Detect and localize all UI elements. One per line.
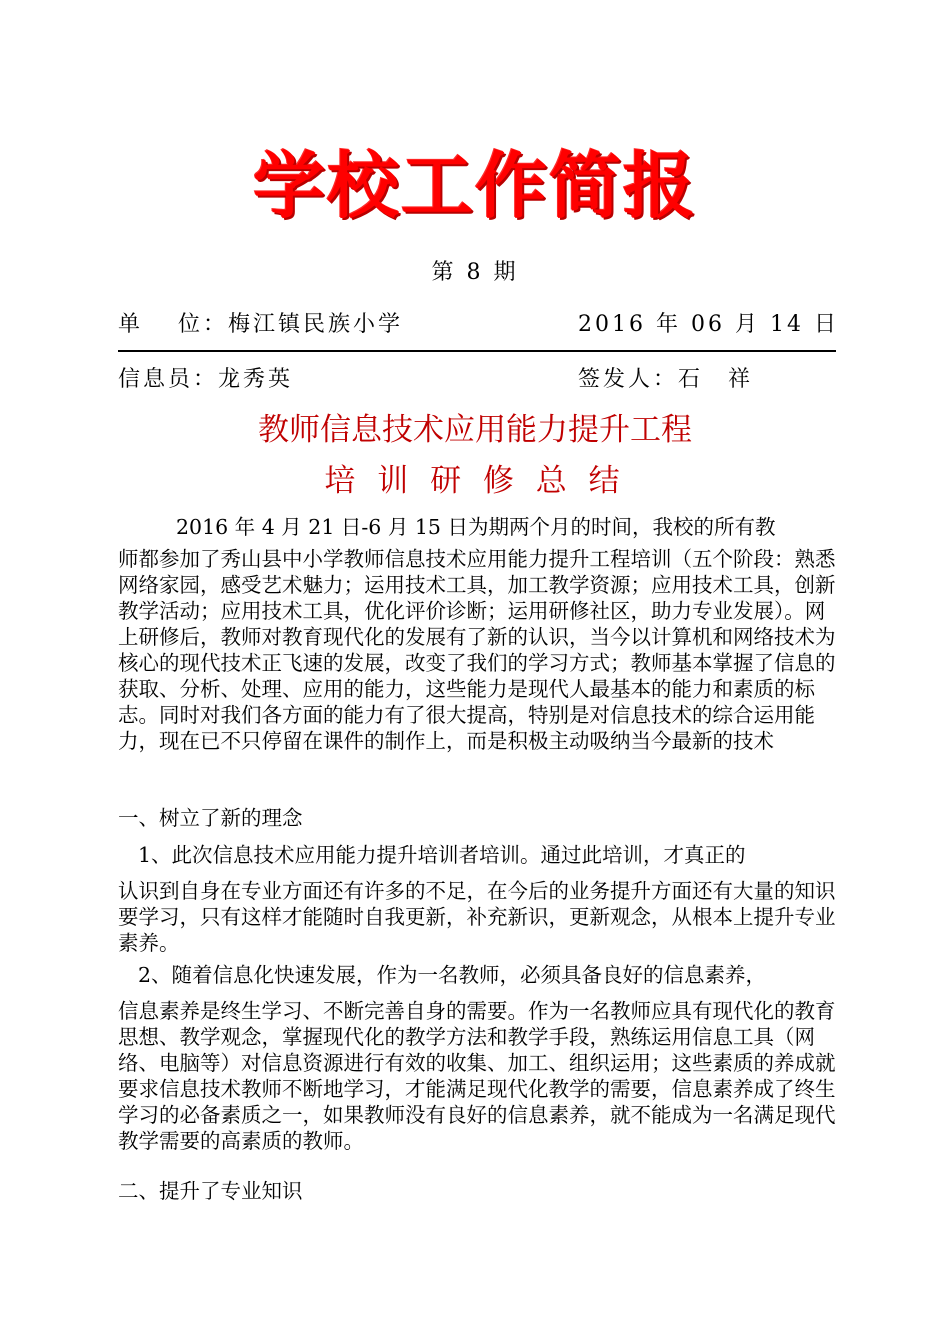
issue-number: 第 8 期 xyxy=(431,260,519,285)
item-1-line-1: 1、此次信息技术应用能力提升培训者培训。通过此培训，才真正的 xyxy=(138,843,746,867)
issuer-label: 签发人：石 祥 xyxy=(578,367,754,392)
section-heading-2: 二、提升了专业知识 xyxy=(118,1179,303,1203)
item-2-line-1: 2、随着信息化快速发展，作为一名教师，必须具备良好的信息素养， xyxy=(138,963,767,987)
article-headline-1: 教师信息技术应用能力提升工程 xyxy=(258,412,692,448)
section-heading-1: 一、树立了新的理念 xyxy=(118,806,303,830)
article-headline-2: 培 训 研 修 总 结 xyxy=(324,463,626,499)
item-2-rest: 信息素养是终生学习、不断完善自身的需要。作为一名教师应具有现代化的教育思想、教学观念，掌握现代化的教学方法和教学手段，熟练运用信息工具（网络、电脑等）对信息资源进行有效的收集、加工、组织运用；这些素质的养成就要求信息技术教师不断地学习，才能满足现代化教学的需要，信息素养成了终生学习的必备素质之一，如果教师没有良好的信息素养，就不能成为一名满足现代教学需要的高素质的教师。 xyxy=(118,999,836,1153)
intro-paragraph xyxy=(118,514,838,754)
reporter-label: 信息员：龙秀英 xyxy=(118,367,294,392)
meta-row-unit xyxy=(118,310,838,340)
item-1-rest: 认识到自身在专业方面还有许多的不足，在今后的业务提升方面还有大量的知识要学习，只有这样才能随时自我更新，补充新识，更新观念，从根本上提升专业素养。 xyxy=(118,879,836,955)
unit-label: 单 位：梅江镇民族小学 xyxy=(118,312,403,337)
masthead-title: 学校工作简报 xyxy=(252,144,697,228)
meta-row-people xyxy=(118,365,838,395)
item-1-paragraph xyxy=(118,842,838,956)
intro-rest: 师都参加了秀山县中小学教师信息技术应用能力提升工程培训（五个阶段：熟悉网络家园，感受艺术魅力；运用技术工具，加工教学资源；应用技术工具，创新教学活动；应用技术工具，优化评价诊断；运用研修社区，助力专业发展）。网上研修后，教师对教育现代化的发展有了新的认识，当今以计算机和网络技术为核心的现代技术正飞速的发展，改变了我们的学习方式；教师基本掌握了信息的获取、分析、处理、应用的能力，这些能力是现代人最基本的能力和素质的标志。同时对我们各方面的能力有了很大提高，特别是对信息技术的综合运用能力，现在已不只停留在课件的制作上，而是积极主动吸纳当今最新的技术 xyxy=(118,547,836,753)
issue-date: 2016 年 06 月 14 日 xyxy=(578,312,839,337)
intro-line-1: 2016 年 4 月 21 日-6 月 15 日为期两个月的时间，我校的所有教 xyxy=(176,515,776,539)
item-2-paragraph xyxy=(118,962,838,1154)
header-divider xyxy=(118,350,836,352)
